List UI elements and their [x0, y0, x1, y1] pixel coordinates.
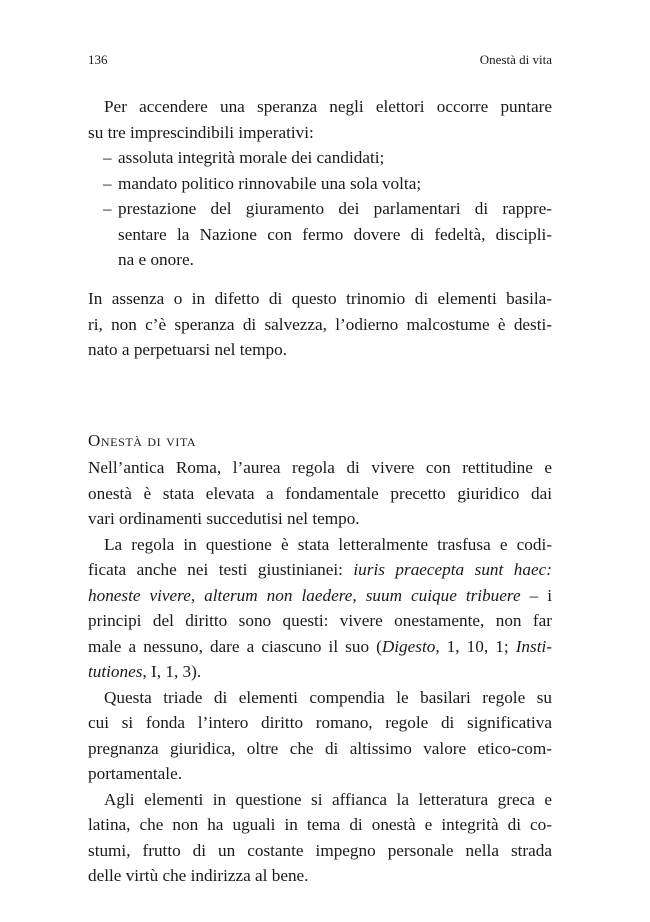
- bullet-text: prestazione del giuramento dei parlamentari di rappre-: [118, 199, 552, 218]
- bullet-item: [88, 196, 552, 222]
- text-line: delle virtù che indirizza al bene.: [88, 866, 309, 885]
- bullet-dash: –: [103, 173, 112, 193]
- text-run: male a nessuno, dare a ciascuno il suo (: [88, 636, 382, 656]
- text-line: Nell’antica Roma, l’aurea regola di vivere con rettitudine e: [88, 458, 552, 477]
- text-line: Agli elementi in questione si affianca la letteratura greca e: [104, 789, 552, 809]
- bullet-dash: –: [103, 148, 112, 167]
- latin-citation: iuris praecepta sunt haec:: [353, 560, 552, 579]
- text-line: stumi, frutto di un costante impegno personale nella strada: [88, 840, 552, 860]
- text-line: su tre imprescindibili imperativi:: [88, 122, 314, 142]
- bullet-text: assoluta integrità morale dei candidati;: [118, 148, 385, 167]
- intro-paragraph: [88, 94, 552, 273]
- bullet-dash: –: [103, 199, 112, 218]
- text-line: ri, non c’è speranza di salvezza, l’odierno malcostume è desti-: [88, 314, 552, 334]
- text-line: [88, 583, 552, 609]
- running-title: Onestà di vita: [479, 52, 552, 67]
- text-run: , 1, 10, 1;: [435, 636, 516, 656]
- section-body: [88, 455, 552, 889]
- text-line: Questa triade di elementi compendia le basilari regole su: [104, 687, 552, 707]
- text-line: La regola in questione è stata letteralmente trasfusa e codi-: [104, 534, 552, 554]
- page-number: 136: [88, 52, 108, 67]
- work-title: tutiones: [88, 662, 143, 681]
- work-title: Insti-: [515, 636, 552, 656]
- text-line: [88, 634, 552, 660]
- text-line: latina, che non ha uguali in tema di onestà e integrità di co-: [88, 815, 552, 834]
- work-title: Digesto: [381, 636, 436, 656]
- text-line: pregnanza giuridica, oltre che di altissimo valore etico-com-: [88, 738, 552, 758]
- bullet-continuation: sentare la Nazione con fermo dovere di fedeltà, discipli-: [118, 224, 552, 244]
- section-heading: Onestà di vita: [88, 431, 197, 450]
- bullet-item: [88, 145, 552, 171]
- text-line: In assenza o in difetto di questo trinomio di elementi basila-: [88, 289, 552, 308]
- text-line: onestà è stata elevata a fondamentale precetto giuridico dai: [88, 483, 552, 503]
- text-line: Per accendere una speranza negli elettori occorre puntare: [104, 97, 552, 116]
- text-line: vari ordinamenti succedutisi nel tempo.: [88, 509, 360, 528]
- text-line: portamentale.: [88, 764, 183, 783]
- text-line: [88, 659, 552, 685]
- text-line: [88, 557, 552, 583]
- text-line: principi del diritto sono questi: vivere onestamente, non far: [88, 611, 552, 630]
- text-run: ficata anche nei testi giustinianei:: [88, 560, 354, 579]
- conclusion-paragraph: [88, 286, 552, 363]
- text-line: cui si fonda l’intero diritto romano, regole di significativa: [88, 713, 552, 732]
- text-run: , I, 1, 3).: [142, 662, 202, 681]
- latin-citation: honeste vivere, alterum non laedere, suum cuique tribuere: [88, 585, 521, 605]
- bullet-continuation: na e onore.: [118, 250, 194, 269]
- text-line: nato a perpetuarsi nel tempo.: [88, 340, 288, 359]
- bullet-text: mandato politico rinnovabile una sola volta;: [118, 173, 422, 193]
- bullet-item: [88, 171, 552, 197]
- text-run: – i: [520, 585, 553, 605]
